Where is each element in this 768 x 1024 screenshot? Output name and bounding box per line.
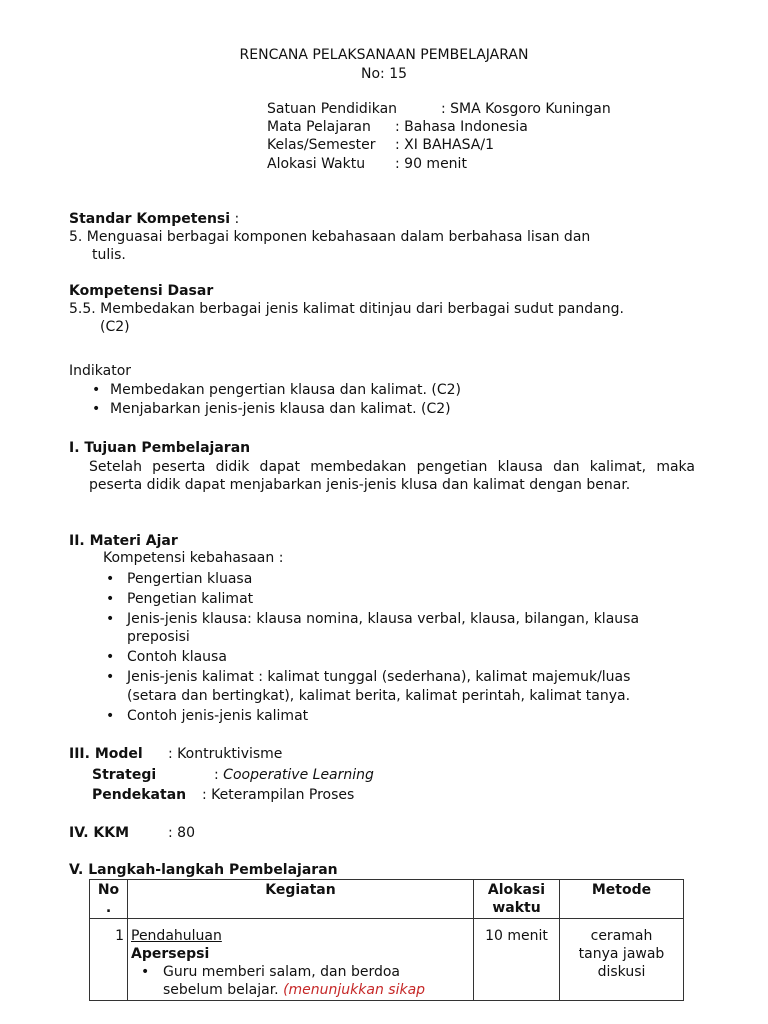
identity-label-satuan: Satuan Pendidikan bbox=[267, 101, 398, 117]
materi-item-1: Pengertian kluasa bbox=[127, 571, 253, 587]
indikator-item-2: Menjabarkan jenis-jenis klausa dan kalimat. (C2) bbox=[110, 401, 451, 417]
indikator-heading: Indikator bbox=[69, 363, 132, 379]
tujuan-text: Setelah peserta didik dapat membedakan pengetian klausa dan kalimat, maka peserta didik dapat menjabarkan jenis-jenis klusa dan kalimat dengan benar. bbox=[89, 459, 695, 493]
indikator-bullet-icon: • bbox=[92, 382, 101, 398]
doc-number: No: 15 bbox=[360, 66, 408, 82]
col-header-no-2: . bbox=[105, 900, 112, 916]
strategi-value-line bbox=[214, 766, 374, 784]
col-header-alokasi-2: waktu bbox=[492, 900, 541, 916]
materi-item-3-cont: preposisi bbox=[127, 629, 190, 645]
standar-text-2: tulis. bbox=[92, 247, 126, 263]
kkm-heading: IV. KKM bbox=[69, 825, 130, 841]
materi-bullet-icon: • bbox=[106, 571, 115, 587]
kompetensi-text-1: 5.5. Membedakan berbagai jenis kalimat ditinjau dari berbagai sudut pandang. bbox=[69, 301, 624, 317]
row-metode-1: ceramah bbox=[590, 928, 653, 944]
row-sub: Apersepsi bbox=[131, 946, 210, 962]
row-bullet-icon: • bbox=[141, 964, 150, 980]
materi-bullet-icon: • bbox=[106, 591, 115, 607]
identity-value-waktu: : 90 menit bbox=[395, 156, 467, 172]
materi-item-2: Pengetian kalimat bbox=[127, 591, 254, 607]
materi-item-5: Jenis-jenis kalimat : kalimat tunggal (sederhana), kalimat majemuk/luas bbox=[127, 669, 631, 685]
strategi-label: Strategi bbox=[92, 767, 157, 783]
materi-item-4: Contoh klausa bbox=[127, 649, 227, 665]
col-header-alokasi bbox=[474, 880, 560, 919]
row-bullet-2-line bbox=[163, 981, 470, 999]
standar-colon: : bbox=[230, 211, 240, 227]
identity-value-satuan: : SMA Kosgoro Kuningan bbox=[441, 101, 611, 117]
kompetensi-text-2: (C2) bbox=[100, 319, 130, 335]
materi-item-6: Contoh jenis-jenis kalimat bbox=[127, 708, 309, 724]
row-no: 1 bbox=[90, 919, 128, 1001]
tujuan-heading: I. Tujuan Pembelajaran bbox=[69, 440, 251, 456]
row-bullet bbox=[131, 963, 470, 999]
kkm-value: : 80 bbox=[168, 825, 195, 841]
strategi-value: Cooperative Learning bbox=[223, 767, 374, 783]
col-header-no bbox=[90, 880, 128, 919]
row-waktu: 10 menit bbox=[474, 919, 560, 1001]
strategi-colon: : bbox=[214, 767, 224, 783]
materi-bullet-icon: • bbox=[106, 669, 115, 685]
standar-heading: Standar Kompetensi bbox=[69, 211, 231, 227]
col-header-metode: Metode bbox=[560, 880, 684, 919]
standar-heading-line bbox=[69, 210, 239, 228]
row-bullet-2-red: (menunjukkan sikap bbox=[283, 982, 426, 998]
identity-label-waktu: Alokasi Waktu bbox=[267, 156, 366, 172]
indikator-item-1: Membedakan pengertian klausa dan kalimat. (C2) bbox=[110, 382, 461, 398]
pendekatan-label: Pendekatan bbox=[92, 787, 187, 803]
table-row bbox=[90, 919, 684, 1001]
standar-text-1: 5. Menguasai berbagai komponen kebahasaan dalam berbahasa lisan dan bbox=[69, 229, 591, 245]
materi-bullet-icon: • bbox=[106, 611, 115, 627]
materi-intro: Kompetensi kebahasaan : bbox=[103, 550, 284, 566]
row-metode-3: diskusi bbox=[597, 964, 646, 980]
identity-value-kelas: : XI BAHASA/1 bbox=[395, 137, 494, 153]
row-section: Pendahuluan bbox=[131, 928, 222, 944]
row-metode-2: tanya jawab bbox=[578, 946, 665, 962]
row-bullet-1: Guru memberi salam, dan berdoa bbox=[163, 964, 400, 980]
col-header-no-1: No bbox=[97, 882, 120, 898]
row-section-line bbox=[131, 927, 470, 945]
model-value: : Kontruktivisme bbox=[168, 746, 283, 762]
table-header-row bbox=[90, 880, 684, 919]
kompetensi-heading: Kompetensi Dasar bbox=[69, 283, 214, 299]
materi-bullet-icon: • bbox=[106, 708, 115, 724]
pendekatan-value: : Keterampilan Proses bbox=[202, 787, 355, 803]
identity-label-kelas: Kelas/Semester bbox=[267, 137, 376, 153]
row-metode bbox=[560, 919, 684, 1001]
indikator-bullet-icon: • bbox=[92, 401, 101, 417]
col-header-kegiatan: Kegiatan bbox=[128, 880, 474, 919]
langkah-heading: V. Langkah-langkah Pembelajaran bbox=[69, 862, 338, 878]
materi-heading: II. Materi Ajar bbox=[69, 533, 178, 549]
doc-title: RENCANA PELAKSANAAN PEMBELAJARAN bbox=[239, 47, 529, 63]
col-header-alokasi-1: Alokasi bbox=[487, 882, 546, 898]
row-bullet-2: sebelum belajar. bbox=[163, 982, 284, 998]
row-kegiatan bbox=[128, 919, 474, 1001]
model-heading: III. Model bbox=[69, 746, 143, 762]
identity-value-mapel: : Bahasa Indonesia bbox=[395, 119, 528, 135]
identity-label-mapel: Mata Pelajaran bbox=[267, 119, 371, 135]
materi-item-5-cont: (setara dan bertingkat), kalimat berita, kalimat perintah, kalimat tanya. bbox=[127, 688, 631, 704]
langkah-table bbox=[89, 879, 684, 1001]
materi-item-3: Jenis-jenis klausa: klausa nomina, klausa verbal, klausa, bilangan, klausa bbox=[127, 611, 640, 627]
materi-bullet-icon: • bbox=[106, 649, 115, 665]
